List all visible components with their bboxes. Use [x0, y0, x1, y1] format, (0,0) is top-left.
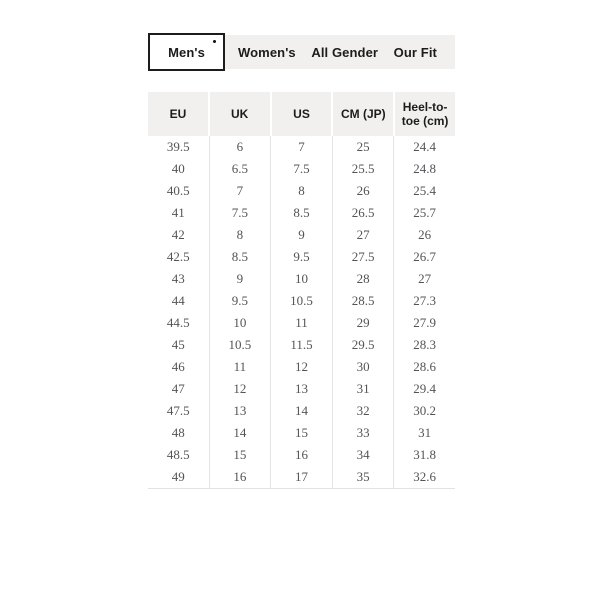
- table-cell: 9: [210, 268, 272, 290]
- table-cell: 10: [210, 312, 272, 334]
- table-row: [148, 356, 455, 378]
- table-row: [148, 268, 455, 290]
- table-cell: 42.5: [148, 246, 210, 268]
- table-cell: 32: [333, 400, 395, 422]
- table-cell: 15: [271, 422, 333, 444]
- tab-all-gender[interactable]: All Gender: [311, 44, 379, 60]
- table-cell: 15: [210, 444, 272, 466]
- table-cell: 29.5: [333, 334, 395, 356]
- table-cell: 8: [210, 224, 272, 246]
- table-cell: 29: [333, 312, 395, 334]
- column-header-uk: UK: [210, 92, 270, 136]
- tab-our-fit[interactable]: Our Fit: [393, 44, 437, 60]
- table-cell: 14: [271, 400, 333, 422]
- table-cell: 46: [148, 356, 210, 378]
- table-row: [148, 378, 455, 400]
- table-cell: 10.5: [210, 334, 272, 356]
- table-cell: 41: [148, 202, 210, 224]
- table-cell: 44: [148, 290, 210, 312]
- column-header-cm-jp: CM (JP): [333, 92, 393, 136]
- table-cell: 28.6: [413, 359, 437, 374]
- table-cell: 47.5: [148, 400, 210, 422]
- table-cell: 42: [148, 224, 210, 246]
- table-cell: 13: [210, 400, 272, 422]
- table-cell: 27.3: [413, 293, 437, 308]
- table-row: [148, 290, 455, 312]
- table-cell: 48: [148, 422, 210, 444]
- table-cell: 27: [418, 271, 432, 286]
- table-row: [148, 400, 455, 422]
- table-cell: 17: [271, 466, 333, 488]
- table-cell: 26.7: [413, 249, 437, 264]
- active-tab-indicator-dot: [213, 40, 216, 43]
- column-header-heel-to-toe-cm: Heel-to-toe (cm): [395, 92, 455, 136]
- table-cell: 16: [271, 444, 333, 466]
- table-cell: 8.5: [210, 246, 272, 268]
- table-row: [148, 444, 455, 466]
- table-cell: 29.4: [413, 381, 437, 396]
- table-cell: 25.4: [413, 183, 437, 198]
- table-cell: 27.5: [333, 246, 395, 268]
- table-cell: 12: [210, 378, 272, 400]
- table-cell: 28.3: [413, 337, 437, 352]
- table-cell: 14: [210, 422, 272, 444]
- gender-tabs: [148, 33, 455, 71]
- table-cell: 44.5: [148, 312, 210, 334]
- table-cell: 7.5: [210, 202, 272, 224]
- table-row: [148, 422, 455, 444]
- table-cell: 26.5: [333, 202, 395, 224]
- table-cell: 10.5: [271, 290, 333, 312]
- table-cell: 28.5: [333, 290, 395, 312]
- table-cell: 28: [333, 268, 395, 290]
- table-row: [148, 246, 455, 268]
- table-row: [148, 180, 455, 202]
- table-cell: 45: [148, 334, 210, 356]
- table-cell: 7.5: [271, 158, 333, 180]
- tab-mens[interactable]: [148, 33, 225, 71]
- table-row: [148, 136, 455, 158]
- table-body: [148, 136, 455, 489]
- table-cell: 49: [148, 466, 210, 488]
- table-cell: 8: [271, 180, 333, 202]
- table-cell: 30.2: [413, 403, 437, 418]
- table-cell: 48.5: [148, 444, 210, 466]
- table-cell: 7: [210, 180, 272, 202]
- table-row: [148, 466, 455, 488]
- table-row: [148, 312, 455, 334]
- table-cell: 9: [271, 224, 333, 246]
- table-cell: 30: [333, 356, 395, 378]
- table-cell: 16: [210, 466, 272, 488]
- table-cell: 33: [333, 422, 395, 444]
- tab-strip: [225, 35, 455, 69]
- table-cell: 12: [271, 356, 333, 378]
- table-row: [148, 224, 455, 246]
- table-row: [148, 202, 455, 224]
- table-header-row: [148, 92, 455, 136]
- column-header-eu: EU: [148, 92, 208, 136]
- tab-womens[interactable]: Women's: [238, 44, 296, 60]
- table-cell: 9.5: [210, 290, 272, 312]
- table-cell: 25: [333, 136, 395, 158]
- table-cell: 6: [210, 136, 272, 158]
- table-cell: 24.8: [413, 161, 437, 176]
- table-cell: 25.5: [333, 158, 395, 180]
- table-cell: 31.8: [413, 447, 437, 462]
- table-cell: 25.7: [413, 205, 437, 220]
- table-cell: 10: [271, 268, 333, 290]
- table-cell: 27: [333, 224, 395, 246]
- table-cell: 7: [271, 136, 333, 158]
- table-cell: 40.5: [148, 180, 210, 202]
- table-cell: 11.5: [271, 334, 333, 356]
- table-cell: 47: [148, 378, 210, 400]
- table-cell: 26: [418, 227, 432, 242]
- table-cell: 6.5: [210, 158, 272, 180]
- table-cell: 39.5: [148, 136, 210, 158]
- table-cell: 9.5: [271, 246, 333, 268]
- table-cell: 11: [210, 356, 272, 378]
- table-cell: 31: [333, 378, 395, 400]
- table-cell: 43: [148, 268, 210, 290]
- table-cell: 26: [333, 180, 395, 202]
- size-chart-table: [148, 92, 455, 489]
- table-row: [148, 158, 455, 180]
- table-cell: 31: [418, 425, 432, 440]
- table-cell: 40: [148, 158, 210, 180]
- table-cell: 24.4: [413, 139, 437, 154]
- table-row: [148, 334, 455, 356]
- table-cell: 11: [271, 312, 333, 334]
- column-header-us: US: [272, 92, 332, 136]
- table-cell: 34: [333, 444, 395, 466]
- table-cell: 8.5: [271, 202, 333, 224]
- table-cell: 27.9: [413, 315, 437, 330]
- tab-mens-label: Men's: [168, 44, 205, 60]
- table-cell: 13: [271, 378, 333, 400]
- table-cell: 35: [333, 466, 395, 488]
- table-cell: 32.6: [413, 469, 437, 484]
